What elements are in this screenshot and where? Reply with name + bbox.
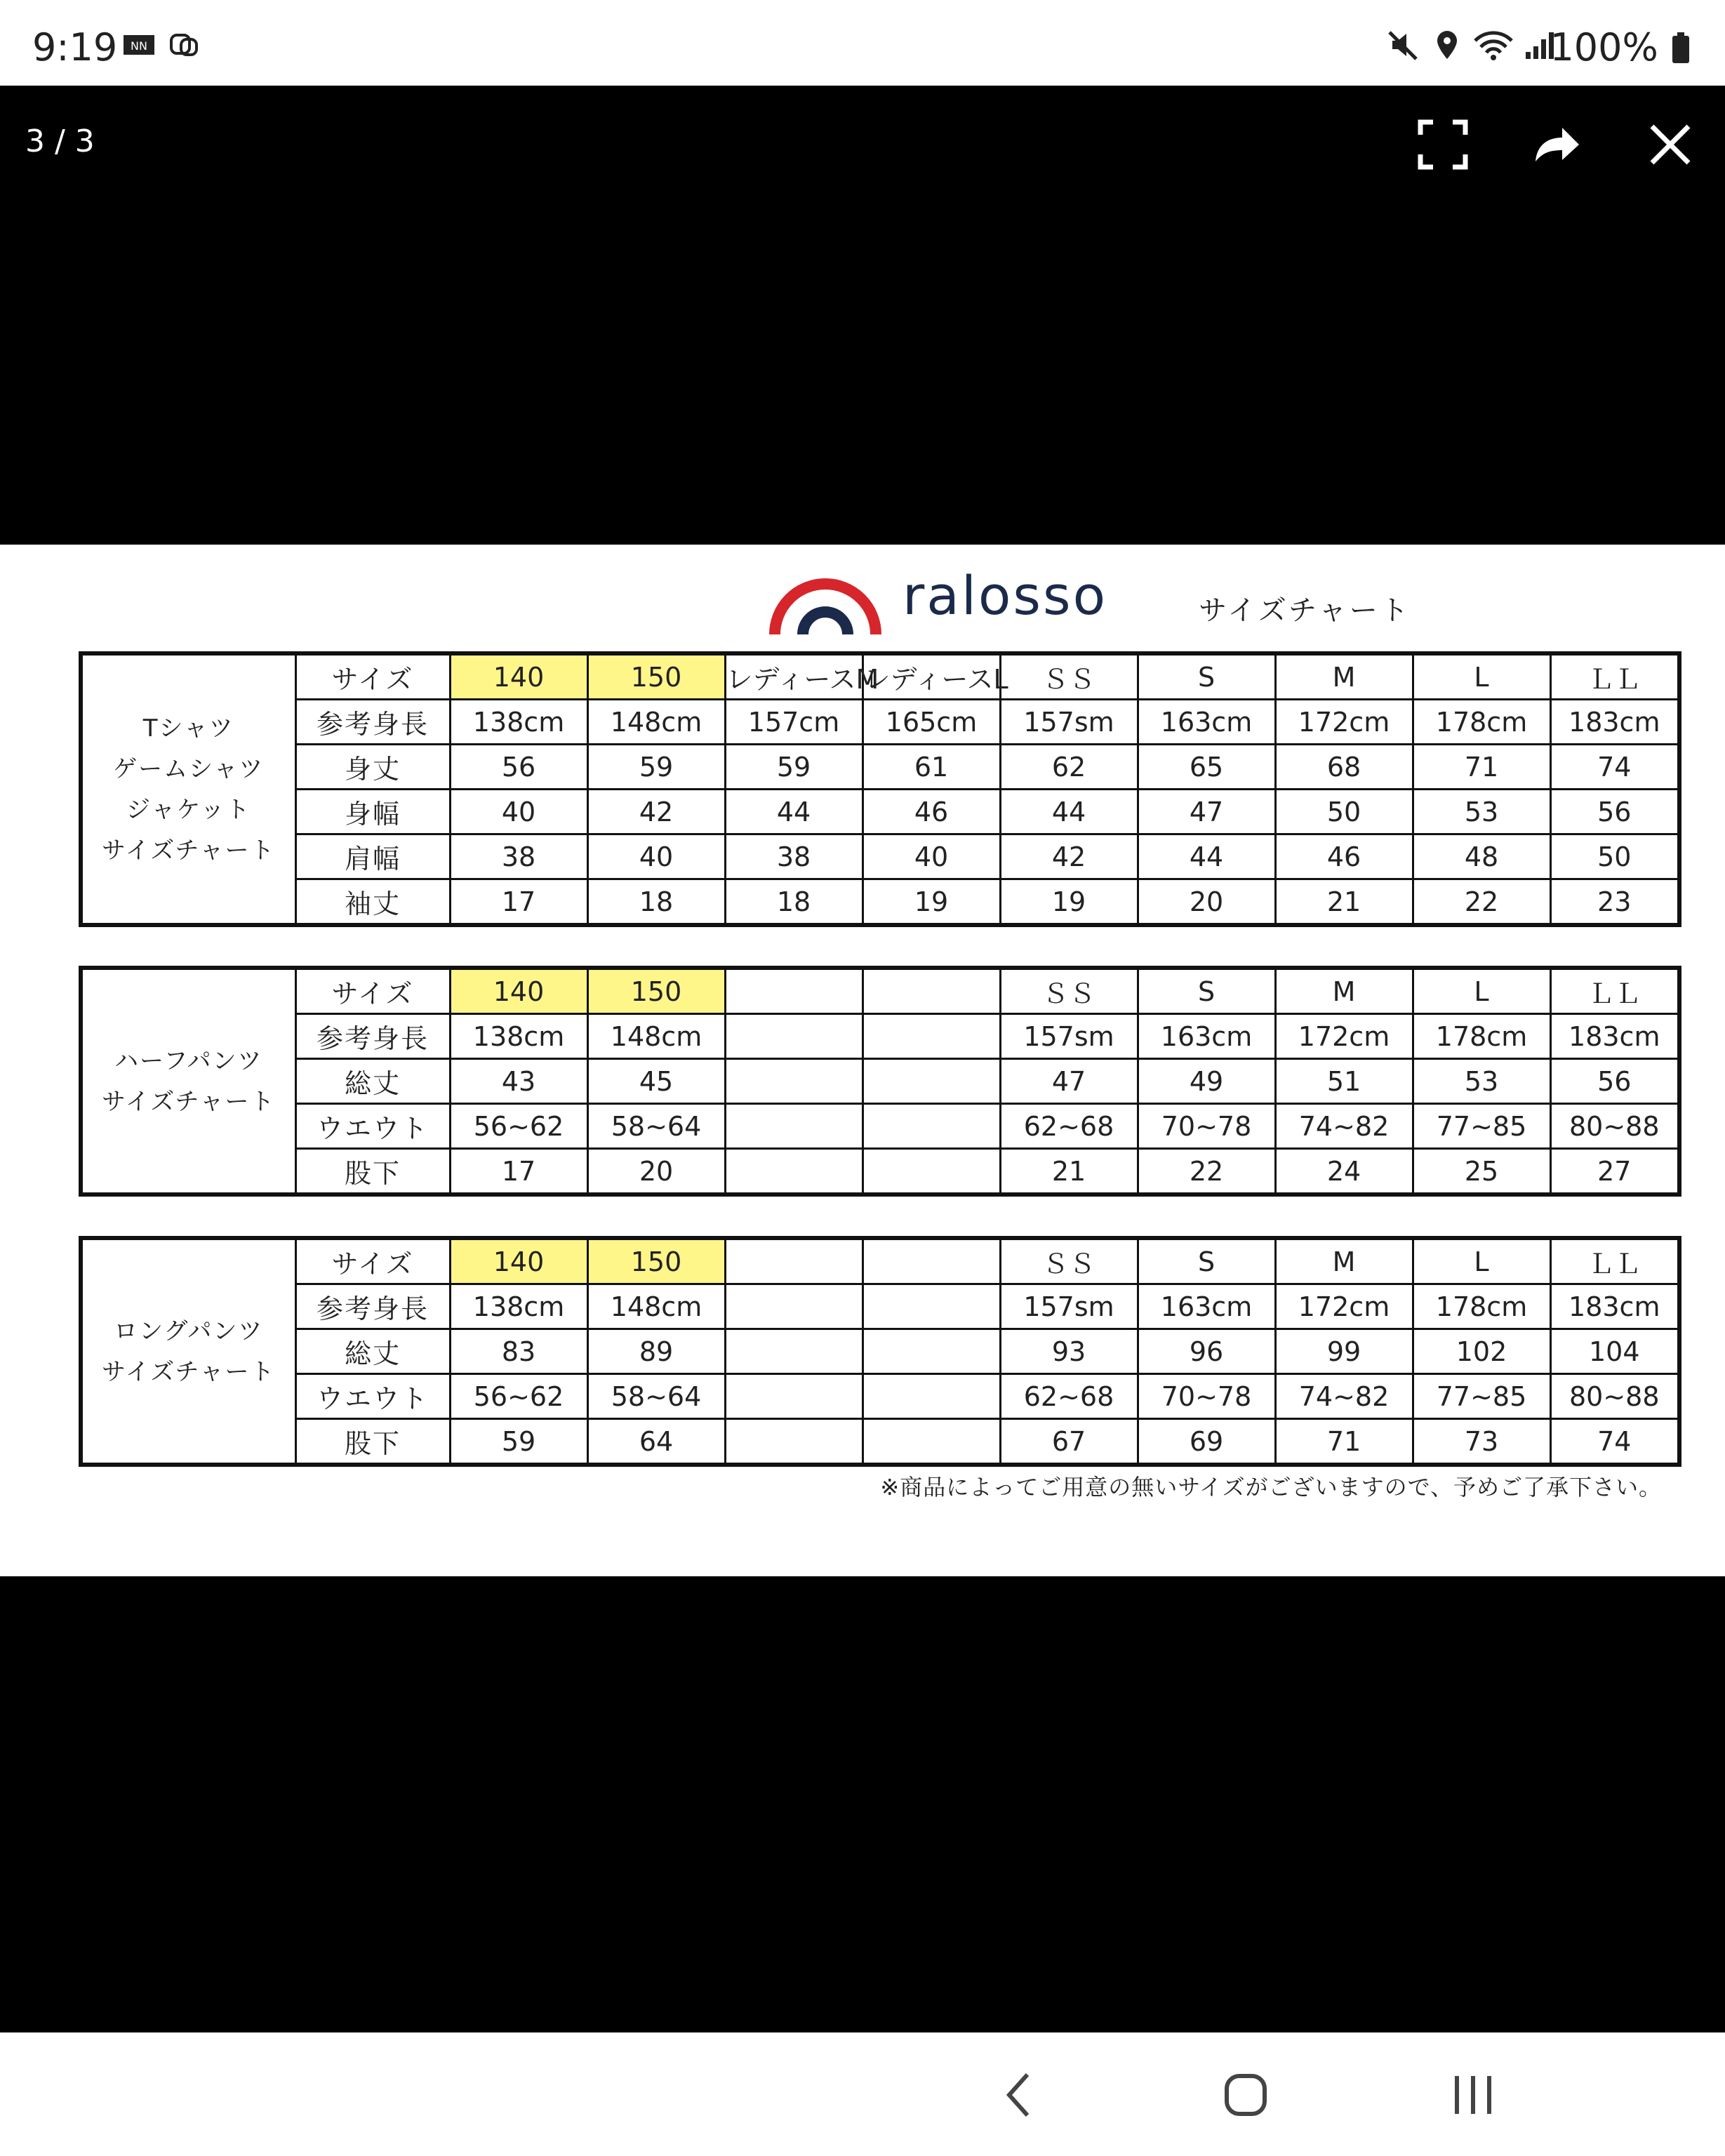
table-cell: 27 — [1550, 1149, 1679, 1195]
table-cell: M — [1275, 1238, 1413, 1284]
table-cell: 56~62 — [450, 1104, 587, 1149]
table-row — [81, 1104, 1679, 1149]
table-cell: 157sm — [1000, 1284, 1138, 1329]
table-cell: 46 — [862, 790, 1000, 834]
wifi-icon — [1472, 28, 1514, 62]
table-cell: 140 — [450, 1238, 587, 1284]
table-cell: 17 — [450, 879, 587, 926]
category-label-line: ロングパンツ — [114, 1317, 264, 1345]
table-cell: 40 — [450, 790, 587, 834]
table-cell: 102 — [1413, 1329, 1550, 1374]
table-cell: 71 — [1275, 1419, 1413, 1465]
table-cell: 67 — [1000, 1419, 1138, 1465]
table-cell — [862, 1014, 1000, 1059]
table-cell: 150 — [587, 968, 725, 1014]
battery-percent: 100% — [1550, 25, 1658, 69]
table-cell: 56~62 — [450, 1374, 587, 1419]
category-label-line: Tシャツ — [142, 714, 234, 743]
mute-icon — [1385, 28, 1422, 62]
table-cell: レディースL — [862, 653, 1000, 700]
table-cell — [862, 1238, 1000, 1284]
table-cell: 165cm — [862, 700, 1000, 745]
news-app-icon — [121, 28, 157, 62]
table-cell: 50 — [1550, 834, 1679, 879]
table-cell: 53 — [1413, 790, 1550, 834]
status-bar — [0, 0, 1725, 86]
table-cell: 59 — [725, 745, 862, 790]
table-cell — [725, 1238, 862, 1284]
size-table-tshirt — [79, 651, 1681, 927]
table-cell: 42 — [1000, 834, 1138, 879]
table-cell: 157cm — [725, 700, 862, 745]
table-cell — [725, 968, 862, 1014]
table-cell: 61 — [862, 745, 1000, 790]
table-cell: 53 — [1413, 1059, 1550, 1104]
location-icon — [1429, 28, 1465, 62]
row-header-cell: 股下 — [295, 1419, 450, 1465]
table-row — [81, 1329, 1679, 1374]
table-cell: 150 — [587, 1238, 725, 1284]
table-cell: 96 — [1138, 1329, 1275, 1374]
table-cell: 183cm — [1550, 700, 1679, 745]
table-cell: M — [1275, 653, 1413, 700]
table-cell: 93 — [1000, 1329, 1138, 1374]
battery-indicator — [1550, 25, 1691, 69]
category-label-line: ゲームシャツ — [113, 754, 265, 783]
table-cell: 62~68 — [1000, 1104, 1138, 1149]
table-cell: S — [1138, 968, 1275, 1014]
table-cell: 38 — [450, 834, 587, 879]
table-cell: 74~82 — [1275, 1374, 1413, 1419]
table-cell — [725, 1104, 862, 1149]
row-header-cell: 参考身長 — [295, 1284, 450, 1329]
table-cell: 59 — [587, 745, 725, 790]
table-cell: 43 — [450, 1059, 587, 1104]
table-cell: 89 — [587, 1329, 725, 1374]
size-header-row — [81, 1238, 1679, 1284]
table-cell: 44 — [1138, 834, 1275, 879]
table-cell: 138cm — [450, 1014, 587, 1059]
table-cell: 70~78 — [1138, 1374, 1275, 1419]
table-cell: 178cm — [1413, 1284, 1550, 1329]
table-cell: 49 — [1138, 1059, 1275, 1104]
chart-title: サイズチャート — [1199, 594, 1411, 627]
table-category-label — [81, 653, 295, 925]
table-cell: 74 — [1550, 1419, 1679, 1465]
row-header-cell: ウエウト — [295, 1104, 450, 1149]
table-cell: 51 — [1275, 1059, 1413, 1104]
row-header-cell: サイズ — [295, 968, 450, 1014]
table-cell: 83 — [450, 1329, 587, 1374]
table-cell: 99 — [1275, 1329, 1413, 1374]
table-cell: 38 — [725, 834, 862, 879]
size-note: ※商品によってご用意の無いサイズがございますので、予めご了承下さい。 — [880, 1474, 1662, 1500]
table-cell: 25 — [1413, 1149, 1550, 1195]
table-row — [81, 1284, 1679, 1329]
back-icon[interactable] — [988, 2063, 1051, 2127]
table-cell: ＬＬ — [1550, 968, 1679, 1014]
table-cell: 46 — [1275, 834, 1413, 879]
table-cell: M — [1275, 968, 1413, 1014]
table-cell: 62~68 — [1000, 1374, 1138, 1419]
table-cell: 40 — [587, 834, 725, 879]
table-cell: 18 — [725, 879, 862, 926]
table-cell: 68 — [1275, 745, 1413, 790]
table-cell: 56 — [1550, 790, 1679, 834]
table-cell: 163cm — [1138, 1014, 1275, 1059]
table-cell: 183cm — [1550, 1284, 1679, 1329]
nav-bar — [0, 2032, 1725, 2156]
table-cell: 178cm — [1413, 1014, 1550, 1059]
table-cell: 19 — [862, 879, 1000, 926]
row-header-cell: 身丈 — [295, 745, 450, 790]
table-row — [81, 700, 1679, 745]
close-icon[interactable] — [1644, 118, 1697, 171]
table-cell: 44 — [1000, 790, 1138, 834]
table-cell: 74 — [1550, 745, 1679, 790]
row-header-cell: ウエウト — [295, 1374, 450, 1419]
table-cell: 45 — [587, 1059, 725, 1104]
table-cell — [862, 1059, 1000, 1104]
table-cell: 18 — [587, 879, 725, 926]
table-cell: 64 — [587, 1419, 725, 1465]
table-cell: 50 — [1275, 790, 1413, 834]
row-header-cell: サイズ — [295, 653, 450, 700]
table-category-label — [81, 1238, 295, 1465]
table-cell: 19 — [1000, 879, 1138, 926]
table-cell: 104 — [1550, 1329, 1679, 1374]
table-cell: 138cm — [450, 700, 587, 745]
table-cell: 65 — [1138, 745, 1275, 790]
table-cell: ＬＬ — [1550, 1238, 1679, 1284]
row-header-cell: 総丈 — [295, 1059, 450, 1104]
table-row — [81, 745, 1679, 790]
table-cell — [862, 968, 1000, 1014]
category-label-line: ジャケット — [126, 795, 251, 824]
table-cell: L — [1413, 968, 1550, 1014]
table-cell — [862, 1374, 1000, 1419]
table-cell — [725, 1419, 862, 1465]
table-cell: 157sm — [1000, 1014, 1138, 1059]
table-cell: 47 — [1000, 1059, 1138, 1104]
table-cell: 21 — [1275, 879, 1413, 926]
table-cell: 80~88 — [1550, 1104, 1679, 1149]
table-cell: 80~88 — [1550, 1374, 1679, 1419]
table-cell: 163cm — [1138, 700, 1275, 745]
table-cell: 71 — [1413, 745, 1550, 790]
table-cell: 59 — [450, 1419, 587, 1465]
row-header-cell: 総丈 — [295, 1329, 450, 1374]
table-cell: 172cm — [1275, 1284, 1413, 1329]
table-cell: 150 — [587, 653, 725, 700]
table-cell: 138cm — [450, 1284, 587, 1329]
table-cell: 183cm — [1550, 1014, 1679, 1059]
table-cell: 44 — [725, 790, 862, 834]
table-cell: 74~82 — [1275, 1104, 1413, 1149]
table-cell: 24 — [1275, 1149, 1413, 1195]
row-header-cell: サイズ — [295, 1238, 450, 1284]
table-cell: 17 — [450, 1149, 587, 1195]
table-cell — [725, 1374, 862, 1419]
table-cell: 22 — [1413, 879, 1550, 926]
row-header-cell: 参考身長 — [295, 700, 450, 745]
table-cell: ＳＳ — [1000, 1238, 1138, 1284]
table-cell: 23 — [1550, 879, 1679, 926]
row-header-cell: 股下 — [295, 1149, 450, 1195]
table-cell: 56 — [1550, 1059, 1679, 1104]
home-icon[interactable] — [1214, 2063, 1277, 2127]
table-cell: 70~78 — [1138, 1104, 1275, 1149]
table-cell: 140 — [450, 968, 587, 1014]
row-header-cell: 身幅 — [295, 790, 450, 834]
table-cell: 58~64 — [587, 1374, 725, 1419]
table-cell — [725, 1149, 862, 1195]
table-cell — [862, 1329, 1000, 1374]
row-header-cell: 肩幅 — [295, 834, 450, 879]
table-row — [81, 1149, 1679, 1195]
table-cell — [725, 1059, 862, 1104]
table-cell: 148cm — [587, 1284, 725, 1329]
table-cell: S — [1138, 653, 1275, 700]
table-cell: 148cm — [587, 700, 725, 745]
table-cell: 178cm — [1413, 700, 1550, 745]
table-cell: レディースM — [725, 653, 862, 700]
table-cell: 172cm — [1275, 700, 1413, 745]
table-cell: ＳＳ — [1000, 968, 1138, 1014]
recent-apps-icon[interactable] — [1441, 2063, 1505, 2127]
table-cell: 157sm — [1000, 700, 1138, 745]
table-row — [81, 1374, 1679, 1419]
ralosso-logo-icon — [772, 575, 877, 634]
table-cell — [862, 1104, 1000, 1149]
status-time: 9:19 — [32, 25, 118, 69]
table-cell: 40 — [862, 834, 1000, 879]
table-cell: ＳＳ — [1000, 653, 1138, 700]
table-cell: S — [1138, 1238, 1275, 1284]
category-label-line: ハーフパンツ — [114, 1046, 263, 1075]
table-cell: 47 — [1138, 790, 1275, 834]
brand-name: ralosso — [903, 564, 1108, 627]
category-label-line: サイズチャート — [101, 1357, 276, 1386]
row-header-cell: 袖丈 — [295, 879, 450, 926]
table-cell: 56 — [450, 745, 587, 790]
table-cell: 148cm — [587, 1014, 725, 1059]
table-cell — [725, 1284, 862, 1329]
category-label-line: サイズチャート — [101, 1087, 276, 1116]
table-row — [81, 1014, 1679, 1059]
teams-icon — [166, 28, 202, 62]
share-icon[interactable] — [1530, 118, 1583, 171]
table-cell — [725, 1014, 862, 1059]
table-cell: ＬＬ — [1550, 653, 1679, 700]
table-cell: 62 — [1000, 745, 1138, 790]
table-cell: 73 — [1413, 1419, 1550, 1465]
table-cell: 20 — [587, 1149, 725, 1195]
table-cell — [862, 1149, 1000, 1195]
table-cell: 21 — [1000, 1149, 1138, 1195]
fullscreen-icon[interactable] — [1416, 118, 1470, 171]
size-table-half-pants — [79, 966, 1681, 1197]
size-header-row — [81, 968, 1679, 1014]
image-counter: 3 / 3 — [25, 124, 95, 159]
table-row — [81, 1059, 1679, 1104]
table-cell: 42 — [587, 790, 725, 834]
table-cell: 48 — [1413, 834, 1550, 879]
table-row — [81, 834, 1679, 879]
size-table-long-pants — [79, 1236, 1681, 1467]
table-row — [81, 1419, 1679, 1465]
table-category-label — [81, 968, 295, 1195]
table-cell: 20 — [1138, 879, 1275, 926]
table-cell: 77~85 — [1413, 1374, 1550, 1419]
table-cell: L — [1413, 1238, 1550, 1284]
category-label-line: サイズチャート — [101, 836, 276, 865]
table-cell — [725, 1329, 862, 1374]
table-cell — [862, 1419, 1000, 1465]
size-chart-image — [0, 545, 1725, 1576]
table-cell: 58~64 — [587, 1104, 725, 1149]
svg-text:NN: NN — [131, 39, 147, 53]
table-cell — [862, 1284, 1000, 1329]
table-cell: 22 — [1138, 1149, 1275, 1195]
table-cell: 77~85 — [1413, 1104, 1550, 1149]
battery-icon — [1670, 31, 1691, 65]
size-header-row — [81, 653, 1679, 700]
row-header-cell: 参考身長 — [295, 1014, 450, 1059]
table-cell: 69 — [1138, 1419, 1275, 1465]
table-cell: L — [1413, 653, 1550, 700]
table-row — [81, 879, 1679, 926]
table-cell: 172cm — [1275, 1014, 1413, 1059]
table-cell: 163cm — [1138, 1284, 1275, 1329]
table-row — [81, 790, 1679, 834]
table-cell: 140 — [450, 653, 587, 700]
